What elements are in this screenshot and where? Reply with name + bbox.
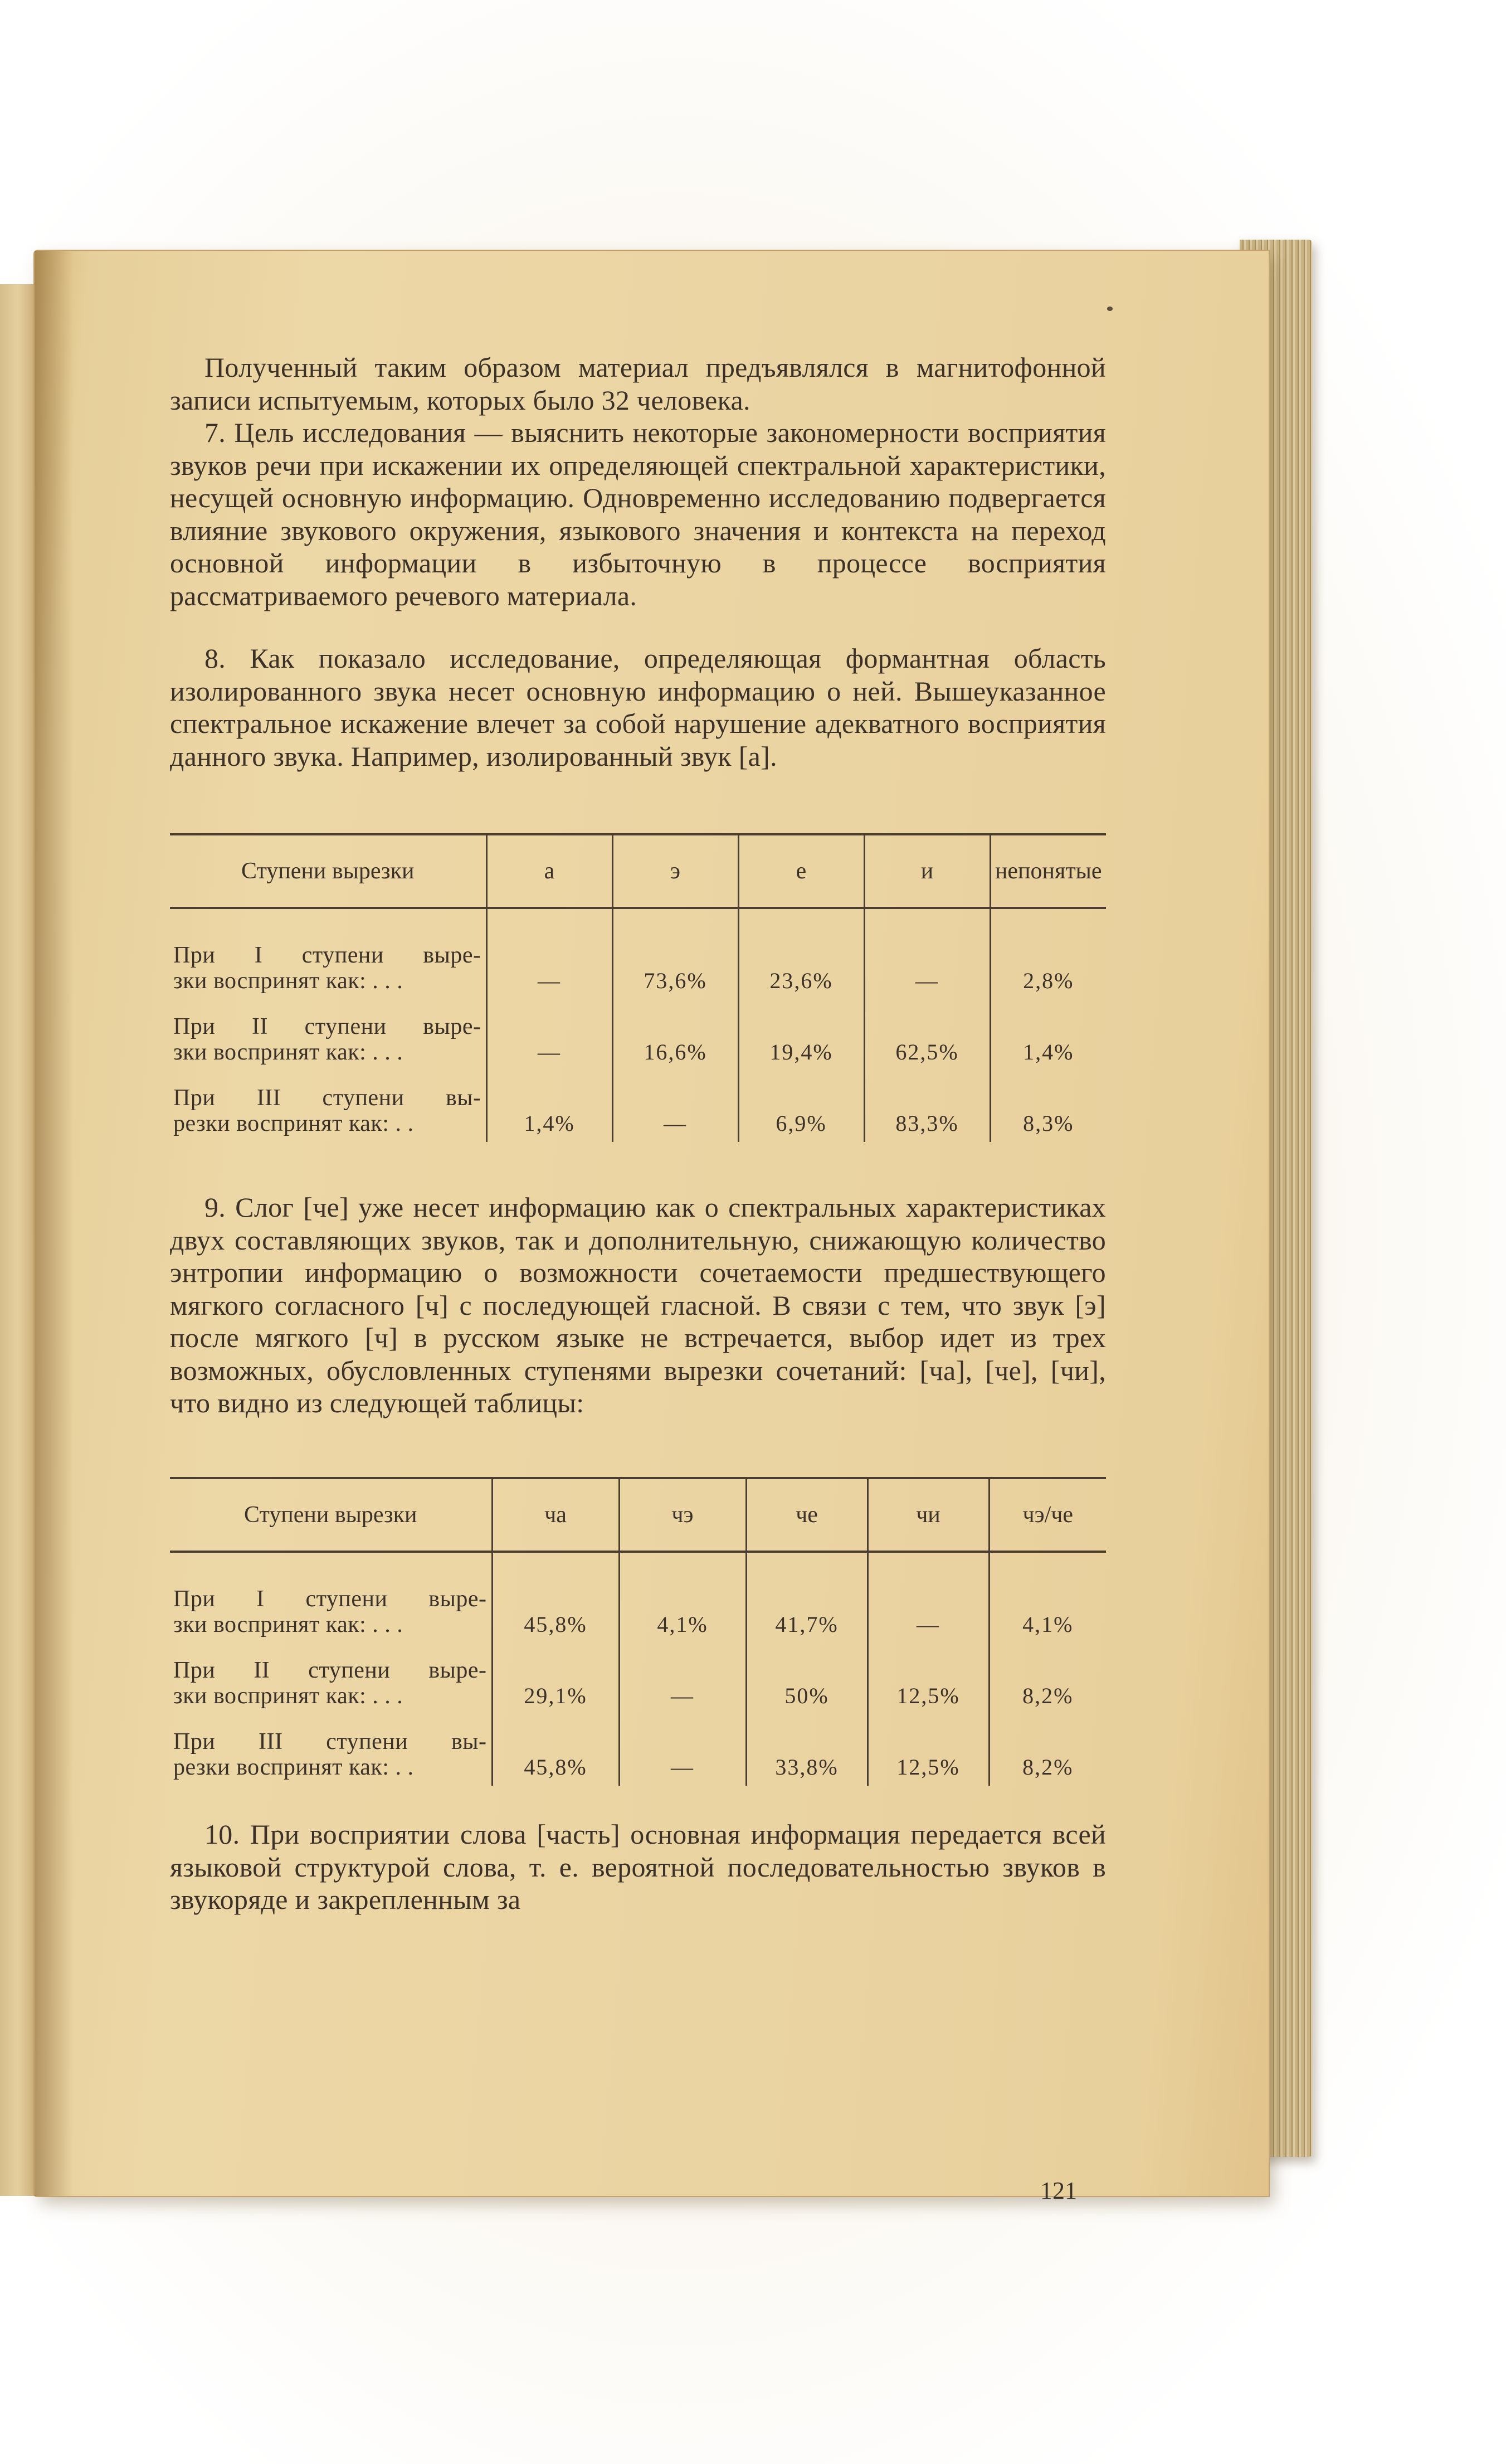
table-cell: 12,5%: [867, 1714, 989, 1786]
paragraph-10: 10. При восприятии слова [часть] основная информация передается всей языковой структурой слова, т. е. вероятной последовательностью звуков в звукоряде и закрепленным за: [170, 1819, 1106, 1915]
row-label: [170, 1572, 492, 1643]
table-cell: 1,4%: [990, 999, 1106, 1071]
row-label-line: При III ступени вы-: [173, 1729, 487, 1755]
table-header-row: [170, 1478, 1106, 1552]
table-cell: —: [619, 1714, 746, 1786]
row-label-line: При I ступени выре-: [173, 942, 481, 968]
table-spacer-row: [170, 908, 1106, 928]
paragraph-8: 8. Как показало исследование, определяющая формантная область изолированного звука несет основную информацию о ней. Вышеуказанное спектральное искажение влечет за собой нарушение адекватного восприятия данного звука. Например, изолированный звук [а].: [170, 643, 1106, 772]
column-header: э: [612, 834, 738, 908]
row-label: [170, 999, 486, 1071]
table-cell: —: [612, 1071, 738, 1142]
table-row: [170, 1714, 1106, 1786]
table-cell: 45,8%: [492, 1714, 619, 1786]
column-header: чэ: [619, 1478, 746, 1552]
table-cell: —: [486, 999, 612, 1071]
column-header: чи: [867, 1478, 989, 1552]
row-label: [170, 1071, 486, 1142]
table-cell: 41,7%: [746, 1572, 867, 1643]
table-cell: 23,6%: [738, 928, 864, 999]
table-row: [170, 928, 1106, 999]
table-cell: 6,9%: [738, 1071, 864, 1142]
table-cell: —: [619, 1643, 746, 1714]
table-cut-levels-a: [170, 833, 1106, 1142]
column-header: Ступени вырезки: [170, 1478, 492, 1552]
book-page: [35, 251, 1269, 2204]
row-label-line: При I ступени выре-: [173, 1586, 487, 1612]
row-label-line: резки воспринят как: . .: [173, 1111, 414, 1136]
column-header: а: [486, 834, 612, 908]
column-header: е: [738, 834, 864, 908]
page-number: 121: [1040, 2177, 1077, 2204]
table-cut-levels-che: [170, 1477, 1106, 1786]
gutter-shadow: [35, 251, 74, 2196]
table-header-row: [170, 834, 1106, 908]
table-cell: —: [864, 928, 990, 999]
table-cell: 83,3%: [864, 1071, 990, 1142]
table-cell: 45,8%: [492, 1572, 619, 1643]
paragraph-7: 7. Цель исследования — выяснить некоторые закономерности восприятия звуков речи при искажении их определяющей спектральной характеристики, несущей основную информацию. Одновременно исследованию подвергается влияние звукового окружения, языкового значения и контекста на переход основной информации в избыточную в процессе восприятия рассматриваемого речевого материала.: [170, 417, 1106, 611]
row-label: [170, 1714, 492, 1786]
row-label-line: зки воспринят как: . . .: [173, 968, 403, 994]
paragraph-intro: Полученный таким образом материал предъявлялся в магнитофонной записи испытуемым, которых было 32 человека.: [170, 352, 1106, 416]
row-label-line: При III ступени вы-: [173, 1085, 481, 1111]
column-header: че: [746, 1478, 867, 1552]
column-header: и: [864, 834, 990, 908]
table-row: [170, 1572, 1106, 1643]
row-label-line: резки воспринят как: . .: [173, 1755, 414, 1780]
table-cell: 16,6%: [612, 999, 738, 1071]
table-row: [170, 999, 1106, 1071]
table-cell: 4,1%: [989, 1572, 1106, 1643]
row-label: [170, 1643, 492, 1714]
table-cell: 33,8%: [746, 1714, 867, 1786]
table-cell: —: [486, 928, 612, 999]
table-cell: 62,5%: [864, 999, 990, 1071]
column-header: Ступени вырезки: [170, 834, 486, 908]
table-cell: 12,5%: [867, 1643, 989, 1714]
row-label: [170, 928, 486, 999]
column-header: непонятые: [990, 834, 1106, 908]
table-cell: 19,4%: [738, 999, 864, 1071]
table-cell: 4,1%: [619, 1572, 746, 1643]
row-label-line: зки воспринят как: . . .: [173, 1039, 403, 1065]
ink-speck: [1107, 307, 1113, 311]
paragraph-9: 9. Слог [че] уже несет информацию как о спектральных характеристиках двух составляющих звуков, так и дополнительную, снижающую количество энтропии информацию о возможности сочетаемости предшествующего мягкого согласного [ч] с последующей гласной. В связи с тем, что звук [э] после мягкого [ч] в русском языке не встречается, выбор идет из трех возможных, обусловленных ступенями вырезки сочетаний: [ча], [че], [чи], что видно из следующей таблицы:: [170, 1192, 1106, 1418]
table-cell: 50%: [746, 1643, 867, 1714]
column-header: ча: [492, 1478, 619, 1552]
table-cell: 8,2%: [989, 1714, 1106, 1786]
table-cell: 8,3%: [990, 1071, 1106, 1142]
table-row: [170, 1643, 1106, 1714]
row-label-line: При II ступени выре-: [173, 1658, 487, 1683]
table-cell: 2,8%: [990, 928, 1106, 999]
table-cell: —: [867, 1572, 989, 1643]
column-header: чэ/че: [989, 1478, 1106, 1552]
table-cell: 8,2%: [989, 1643, 1106, 1714]
table-cell: 29,1%: [492, 1643, 619, 1714]
row-label-line: зки воспринят как: . . .: [173, 1683, 403, 1709]
row-label-line: зки воспринят как: . . .: [173, 1612, 403, 1637]
table-cell: 1,4%: [486, 1071, 612, 1142]
row-label-line: При II ступени выре-: [173, 1014, 481, 1039]
table-spacer-row: [170, 1552, 1106, 1572]
table-cell: 73,6%: [612, 928, 738, 999]
table-row: [170, 1071, 1106, 1142]
